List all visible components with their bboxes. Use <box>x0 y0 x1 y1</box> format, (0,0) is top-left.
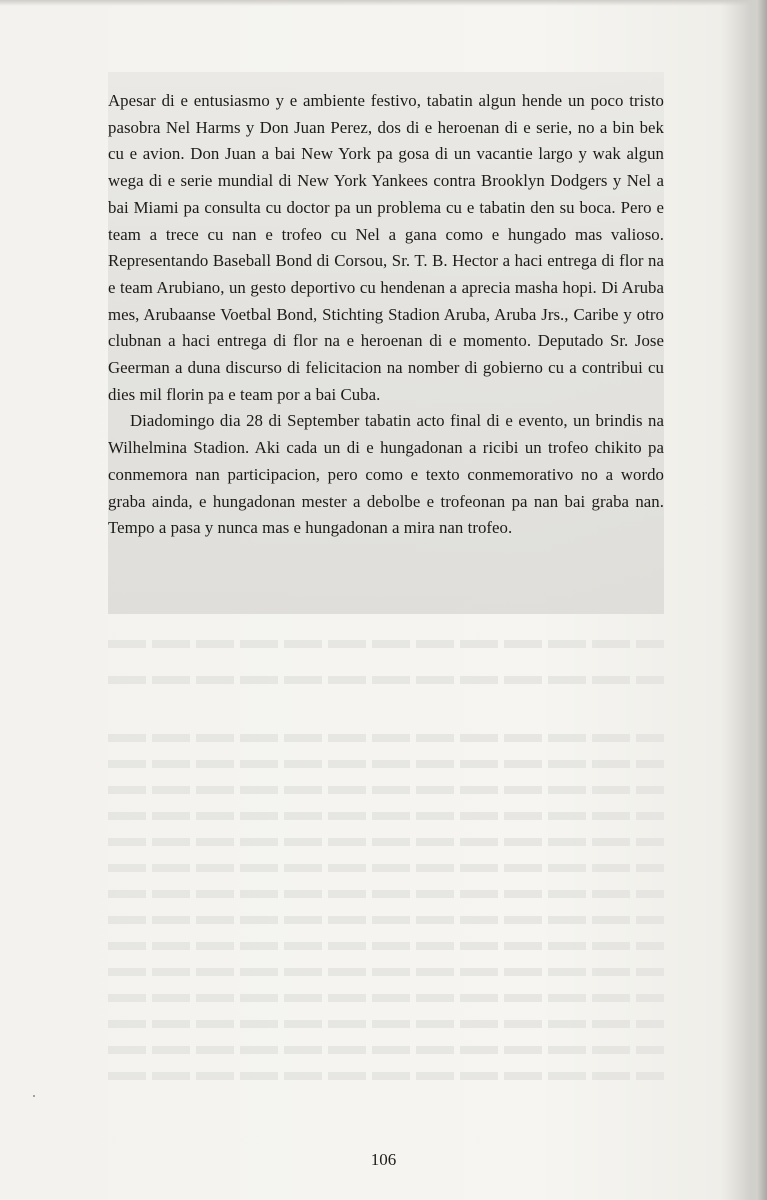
show-through-line <box>108 1046 664 1054</box>
show-through-line <box>108 786 664 794</box>
show-through-line <box>108 838 664 846</box>
page-right-edge <box>745 0 767 1200</box>
page-number: 106 <box>370 1150 397 1169</box>
paragraph: Apesar di e entusiasmo y e ambiente festivo, tabatin algun hende un poco tristo pasobra Nel Harms y Don Juan Perez, dos di e heroenan di e serie, no a bin bek cu e avion. Don Juan a bai New York pa gosa di un vacantie largo y wak algun wega di e serie mundial di New York Yankees contra Brooklyn Dodgers y Nel a bai Miami pa consulta cu doctor pa un problema cu e tabatin den su boca. Pero e team a trece cu nan e trofeo cu Nel a gana como e hungado mas valioso. Representando Baseball Bond di Corsou, Sr. T. B. Hector a haci entrega di flor na e team Arubiano, un gesto deportivo cu hendenan a aprecia masha hopi. Di Aruba mes, Arubaanse Voetbal Bond, Stichting Stadion Aruba, Aruba Jrs., Caribe y otro clubnan a haci entrega di flor na e heroenan di e momento. Deputado Sr. Jose Geerman a duna discurso di felicitacion na nomber di gobierno cu a contribui cu dies mil florin pa e team por a bai Cuba. <box>108 91 664 404</box>
show-through-line <box>108 676 664 684</box>
show-through-line <box>108 640 664 648</box>
body-text <box>108 88 664 542</box>
paper-speck <box>33 1095 35 1097</box>
show-through-line <box>108 890 664 898</box>
show-through-line <box>108 968 664 976</box>
show-through-line <box>108 942 664 950</box>
show-through-line <box>108 994 664 1002</box>
paragraph: Diadomingo dia 28 di September tabatin acto final di e evento, un brindis na Wilhelmina Stadion. Aki cada un di e hungadonan a ricibi un trofeo chikito pa conmemora nan participacion, pero como e texto conmemorativo no a wordo graba ainda, e hungadonan mester a debolbe e trofeonan pa nan bai graba nan. Tempo a pasa y nunca mas e hungadonan a mira nan trofeo. <box>108 411 664 538</box>
show-through-line <box>108 734 664 742</box>
show-through-line <box>108 864 664 872</box>
show-through-line <box>108 1072 664 1080</box>
show-through-line <box>108 916 664 924</box>
show-through-line <box>108 760 664 768</box>
page-top-edge <box>0 0 767 6</box>
show-through-line <box>108 1020 664 1028</box>
show-through-line <box>108 812 664 820</box>
